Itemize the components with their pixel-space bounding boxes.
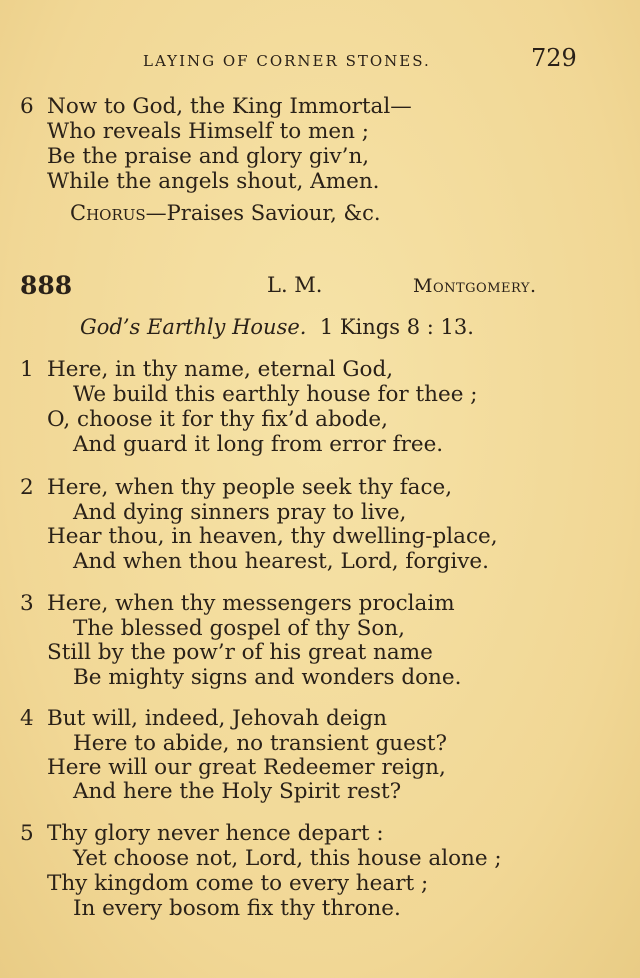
chorus-text: —Praises Saviour, &c. xyxy=(145,201,381,225)
hymn-meter: L. M. xyxy=(267,273,323,297)
running-header: LAYING OF CORNER STONES. xyxy=(143,52,431,70)
stanza-line: Yet choose not, Lord, this house alone ; xyxy=(73,846,502,871)
stanza-number: 1 xyxy=(20,357,34,382)
stanza-number: 2 xyxy=(20,475,34,500)
stanza-number: 4 xyxy=(20,706,34,731)
stanza-line: Hear thou, in heaven, thy dwelling-place, xyxy=(47,524,498,549)
stanza-line: The blessed gospel of thy Son, xyxy=(73,616,405,641)
hymn-subtitle-reference: 1 Kings 8 : 13. xyxy=(319,315,474,339)
stanza-line: While the angels shout, Amen. xyxy=(47,169,380,194)
stanza-line: Thy kingdom come to every heart ; xyxy=(47,871,429,896)
stanza-line: In every bosom fix thy throne. xyxy=(73,896,401,921)
stanza-number: 6 xyxy=(20,94,34,119)
stanza-line: Here will our great Redeemer reign, xyxy=(47,755,446,780)
stanza-line: Here, when thy people seek thy face, xyxy=(47,475,453,500)
stanza-line: And here the Holy Spirit rest? xyxy=(73,779,402,804)
hymn-subtitle-title: God’s Earthly House. xyxy=(80,315,307,339)
stanza-line: And when thou hearest, Lord, forgive. xyxy=(73,549,489,574)
stanza-number: 3 xyxy=(20,591,34,616)
stanza-line: O, choose it for thy fix’d abode, xyxy=(47,407,388,432)
stanza-line: Who reveals Himself to men ; xyxy=(47,119,370,144)
stanza-number: 5 xyxy=(20,821,34,846)
hymn-tune: Montgomery. xyxy=(413,275,537,297)
stanza-line: Thy glory never hence depart : xyxy=(47,821,384,846)
stanza-line: And dying sinners pray to live, xyxy=(73,500,407,525)
stanza-line: But will, indeed, Jehovah deign xyxy=(47,706,387,731)
stanza-line: And guard it long from error free. xyxy=(73,432,444,457)
hymn-subtitle xyxy=(80,315,474,339)
chorus-label: Chorus xyxy=(70,201,146,225)
stanza-line: We build this earthly house for thee ; xyxy=(73,382,478,407)
stanza-line: Now to God, the King Immortal— xyxy=(47,94,412,119)
stanza-line: Be mighty signs and wonders done. xyxy=(73,665,462,690)
hymn-number: 888 xyxy=(20,271,73,300)
stanza-line: Here to abide, no transient guest? xyxy=(73,731,448,756)
page-number: 729 xyxy=(531,44,577,72)
stanza-line: Here, in thy name, eternal God, xyxy=(47,357,394,382)
stanza-line: Here, when thy messengers proclaim xyxy=(47,591,455,616)
stanza-line: Still by the pow’r of his great name xyxy=(47,640,433,665)
chorus-line xyxy=(70,201,381,225)
stanza-line: Be the praise and glory giv’n, xyxy=(47,144,370,169)
